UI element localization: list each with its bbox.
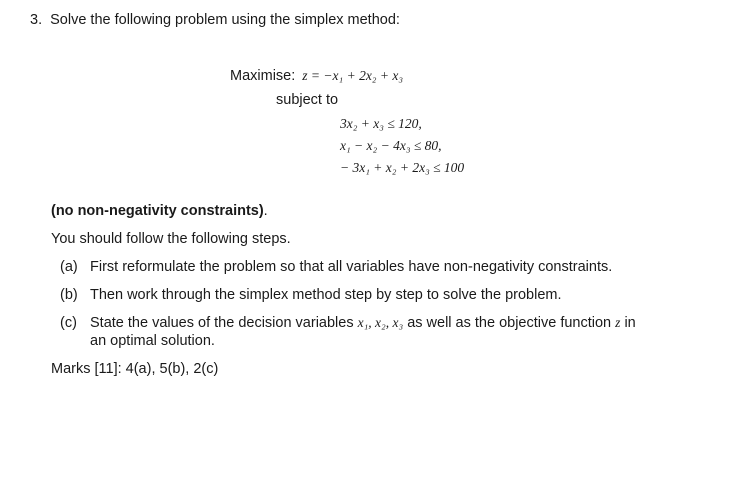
step-c-text-pre: State the values of the decision variables — [90, 315, 354, 331]
non-negativity-note — [51, 203, 268, 219]
step-c-variables: x₁, x₂, x₃ — [357, 315, 404, 330]
step-c — [60, 315, 636, 331]
step-b — [60, 287, 562, 303]
question-prompt: Solve the following problem using the simplex method: — [50, 12, 400, 28]
non-negativity-note-period: . — [263, 203, 268, 219]
step-c-var-z: z — [615, 315, 621, 330]
question-header — [30, 12, 400, 28]
constraint-1: 3x₂ + x₃ ≤ 120, — [340, 116, 422, 131]
objective-function: z = −x₁ + 2x₂ + x₃ — [302, 68, 404, 83]
steps-intro: You should follow the following steps. — [51, 231, 291, 247]
constraint-3: − 3x₁ + x₂ + 2x₃ ≤ 100 — [340, 160, 465, 175]
objective-line — [230, 68, 403, 84]
step-a-label: (a) — [60, 259, 78, 275]
subject-to-label: subject to — [276, 92, 339, 108]
step-a-text: First reformulate the problem so that all variables have non-negativity constraints. — [90, 259, 613, 275]
step-c-line2: an optimal solution. — [90, 333, 215, 349]
non-negativity-note-text: (no non-negativity constraints) — [51, 203, 264, 219]
step-c-text-post: in — [624, 315, 636, 331]
step-b-text: Then work through the simplex method step by step to solve the problem. — [90, 287, 562, 303]
constraint-2: x₁ − x₂ − 4x₃ ≤ 80, — [340, 138, 442, 153]
marks-line: Marks [11]: 4(a), 5(b), 2(c) — [51, 361, 219, 377]
step-a — [60, 259, 612, 275]
step-c-label: (c) — [60, 315, 77, 331]
objective-label: Maximise: — [230, 68, 296, 84]
question-number: 3. — [30, 12, 43, 28]
step-b-label: (b) — [60, 287, 78, 303]
step-c-text-mid: as well as the objective function — [407, 315, 612, 331]
